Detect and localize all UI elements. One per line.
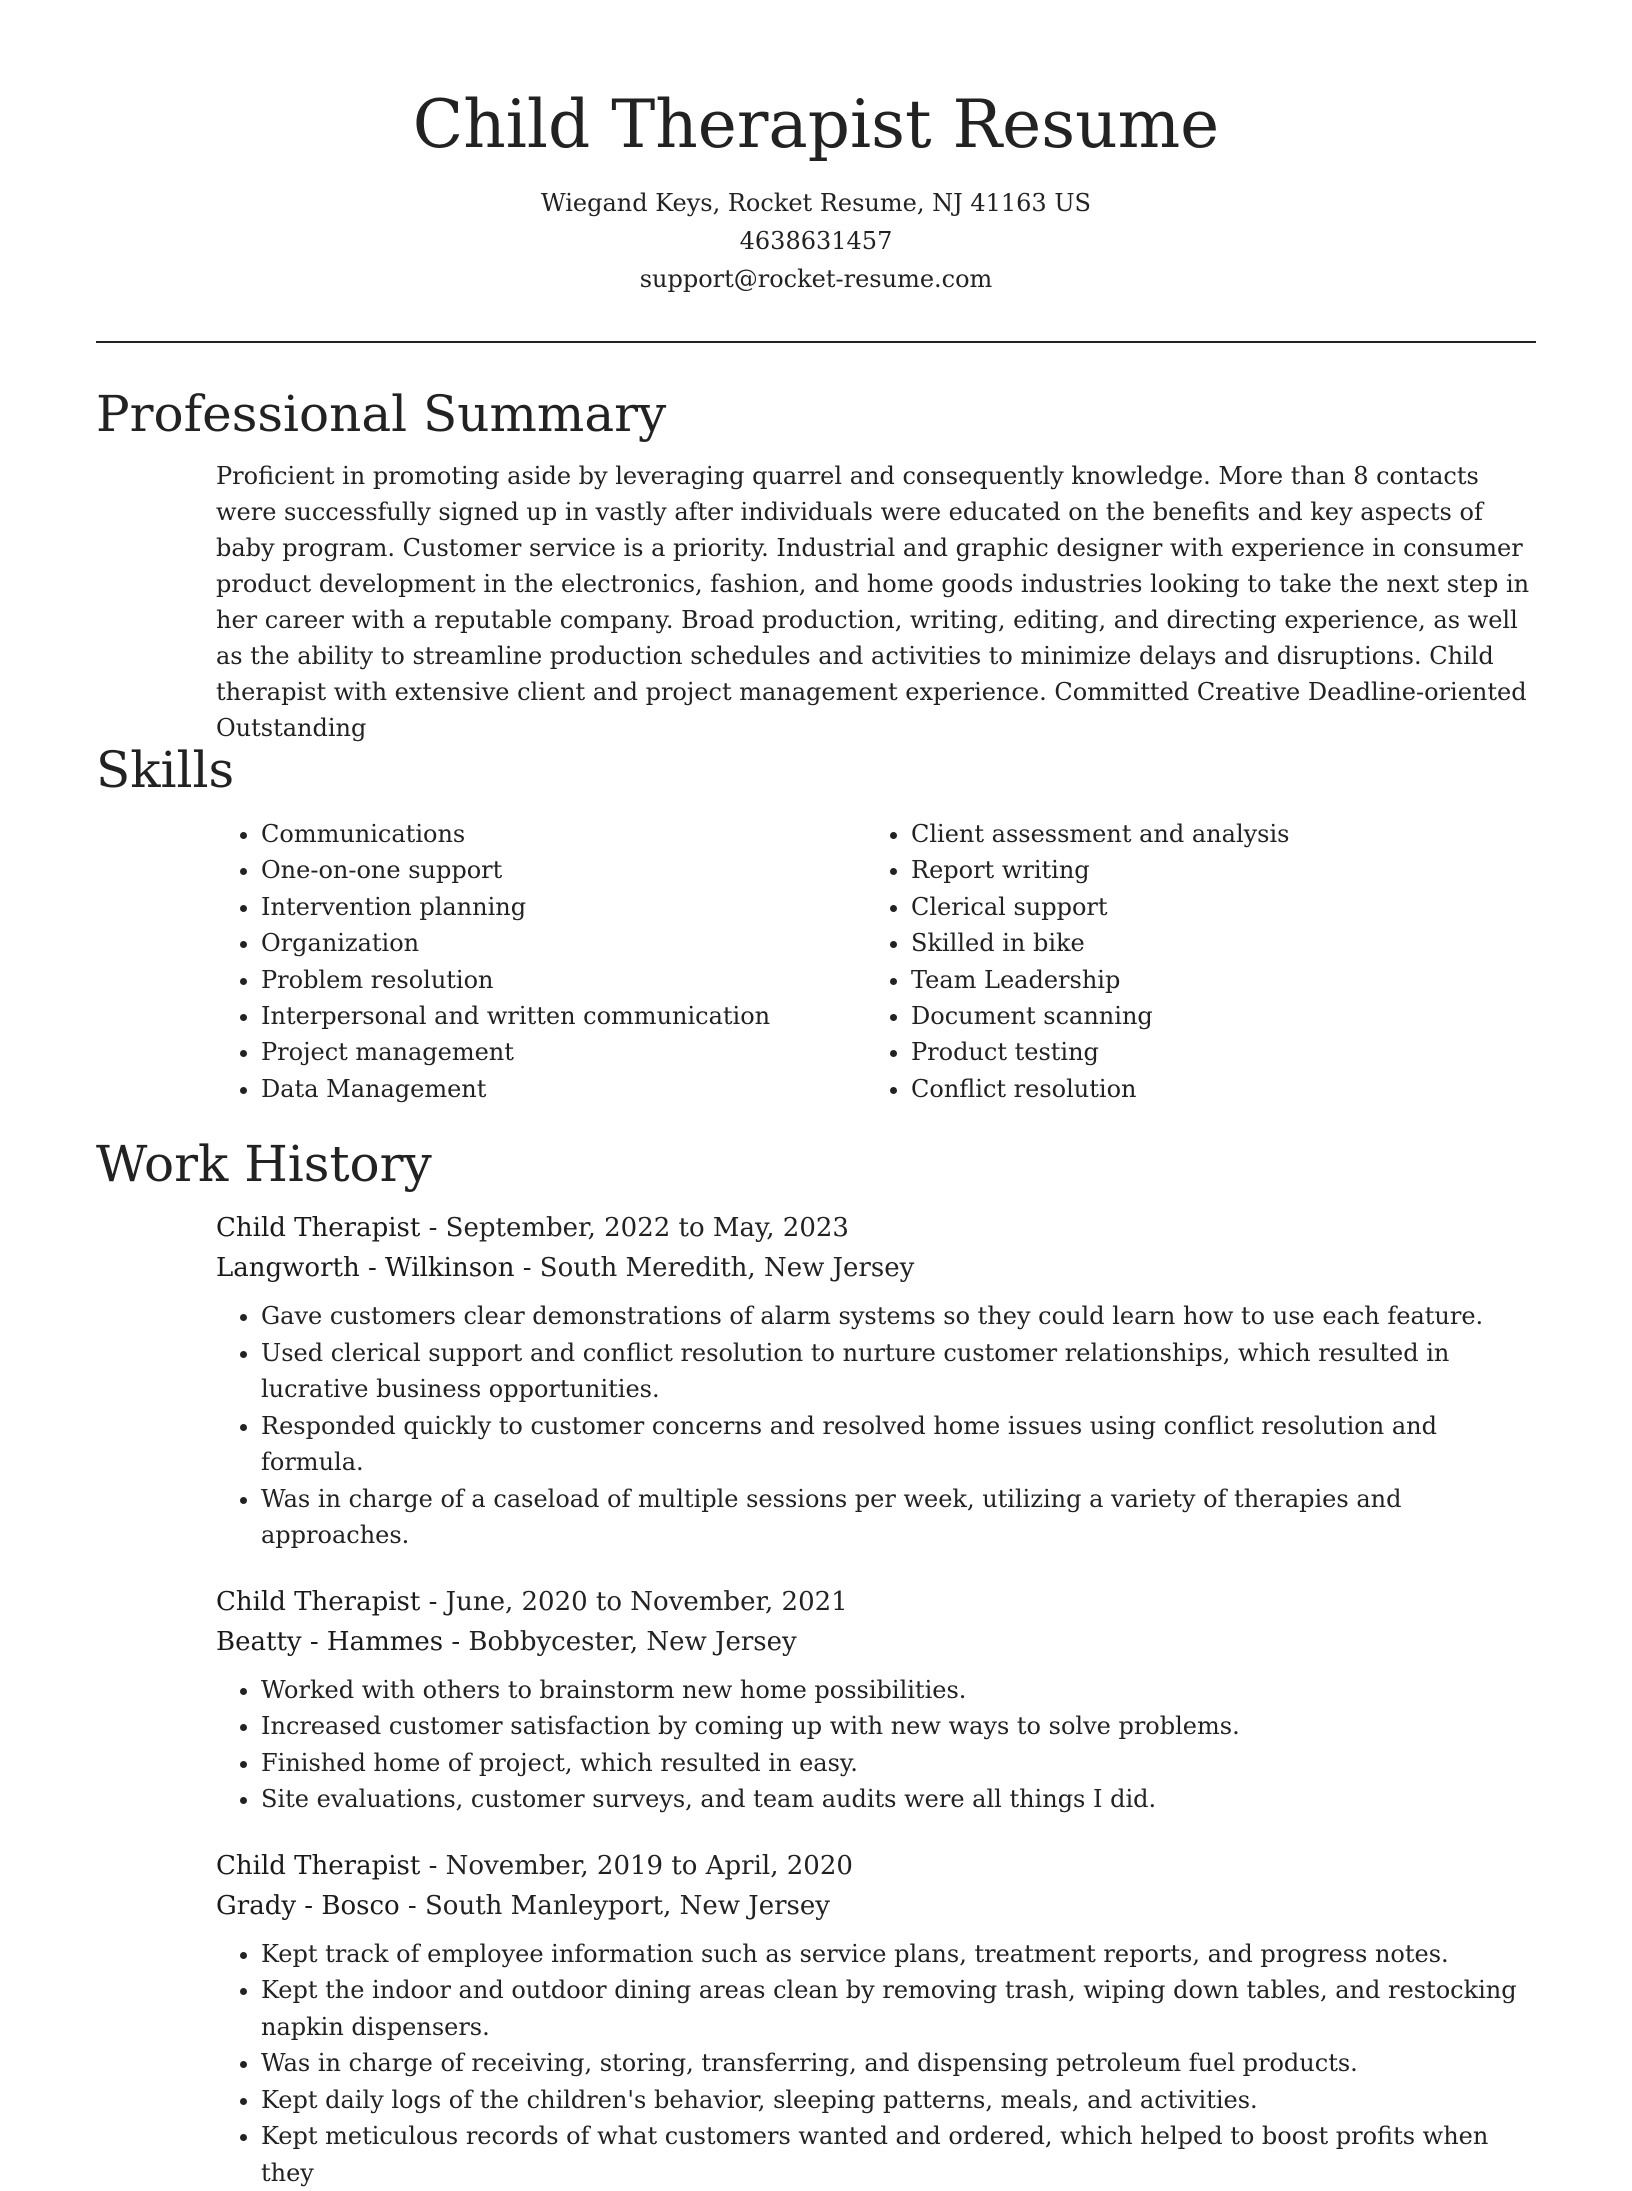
job-entry [216, 1208, 1536, 1554]
contact-block [0, 184, 1632, 298]
skill-item: • Communications [261, 816, 866, 852]
work-history-section [96, 1130, 1536, 2191]
skill-item: • Data Management [261, 1071, 866, 1107]
job-title-line [216, 1582, 1536, 1622]
work-history-heading: Work History [96, 1130, 1536, 1198]
skill-item: • Clerical support [911, 889, 1516, 925]
summary-heading: Professional Summary [96, 380, 1536, 448]
job-bullets [216, 1936, 1536, 2191]
job-title-line [216, 1846, 1536, 1886]
job-bullet: • Kept daily logs of the children's behavior, sleeping patterns, meals, and activities. [261, 2082, 1536, 2119]
skill-item: • Project management [261, 1034, 866, 1070]
job-bullet: • Kept track of employee information such as service plans, treatment reports, and progress notes. [261, 1936, 1536, 1973]
job-dates: - November, 2019 to April, 2020 [420, 1851, 853, 1881]
skills-heading: Skills [96, 736, 1536, 804]
skill-item: • Client assessment and analysis [911, 816, 1516, 852]
contact-address: Wiegand Keys, Rocket Resume, NJ 41163 US [0, 184, 1632, 222]
skill-item: • Conflict resolution [911, 1071, 1516, 1107]
skill-item: • Interpersonal and written communication [261, 998, 866, 1034]
job-company-line [216, 1248, 1536, 1288]
skill-item: • Document scanning [911, 998, 1516, 1034]
job-company: Langworth - Wilkinson [216, 1253, 514, 1283]
job-bullet: • Worked with others to brainstorm new home possibilities. [261, 1672, 1536, 1709]
summary-section [96, 380, 1536, 746]
skill-item: • Problem resolution [261, 962, 866, 998]
job-dates: - June, 2020 to November, 2021 [420, 1587, 847, 1617]
job-bullet: • Used clerical support and conflict resolution to nurture customer relationships, which resulted in lucrative business opportunities. [261, 1335, 1536, 1408]
job-company: Beatty - Hammes [216, 1627, 443, 1657]
job-bullet: • Kept the indoor and outdoor dining areas clean by removing trash, wiping down tables, and restocking napkin dispensers. [261, 1972, 1536, 2045]
job-bullet: • Site evaluations, customer surveys, and team audits were all things I did. [261, 1781, 1536, 1818]
job-location: - Bobbycester, New Jersey [443, 1627, 797, 1657]
header-divider [96, 341, 1536, 343]
job-company: Grady - Bosco [216, 1891, 400, 1921]
resume-title: Child Therapist Resume [0, 80, 1632, 170]
skills-columns [216, 816, 1536, 1107]
job-entry [216, 1846, 1536, 2191]
resume-header [0, 80, 1632, 298]
job-dates: - September, 2022 to May, 2023 [420, 1213, 849, 1243]
job-bullet: • Gave customers clear demonstrations of alarm systems so they could learn how to use each feature. [261, 1298, 1536, 1335]
skill-item: • One-on-one support [261, 852, 866, 888]
contact-phone: 4638631457 [0, 222, 1632, 260]
job-bullet: • Kept meticulous records of what customers wanted and ordered, which helped to boost profits when they [261, 2118, 1536, 2191]
skill-item: • Team Leadership [911, 962, 1516, 998]
skill-item: • Product testing [911, 1034, 1516, 1070]
skill-item: • Skilled in bike [911, 925, 1516, 961]
job-bullet: • Was in charge of receiving, storing, transferring, and dispensing petroleum fuel products. [261, 2045, 1536, 2082]
job-company-line [216, 1622, 1536, 1662]
skills-list-right [866, 816, 1516, 1107]
skills-list-left [216, 816, 866, 1107]
job-title: Child Therapist [216, 1851, 420, 1881]
job-title: Child Therapist [216, 1213, 420, 1243]
summary-text: Proficient in promoting aside by leveraging quarrel and consequently knowledge. More than 8 contacts were successfully signed up in vastly after individuals were educated on the benefits and key aspects of baby program. Customer service is a priority. Industrial and graphic designer with experience in consumer product development in the electronics, fashion, and home goods industries looking to take the next step in her career with a reputable company. Broad production, writing, editing, and directing experience, as well as the ability to streamline production schedules and activities to minimize delays and disruptions. Child therapist with extensive client and project management experience. Committed Creative Deadline-oriented Outstanding [216, 458, 1536, 746]
job-bullet: • Increased customer satisfaction by coming up with new ways to solve problems. [261, 1708, 1536, 1745]
skill-item: • Report writing [911, 852, 1516, 888]
job-bullet: • Responded quickly to customer concerns and resolved home issues using conflict resolution and formula. [261, 1408, 1536, 1481]
skills-section [96, 736, 1536, 1107]
job-location: - South Meredith, New Jersey [514, 1253, 914, 1283]
skill-item: • Organization [261, 925, 866, 961]
job-location: - South Manleyport, New Jersey [400, 1891, 830, 1921]
job-company-line [216, 1886, 1536, 1926]
job-title-line [216, 1208, 1536, 1248]
job-bullets [216, 1298, 1536, 1554]
skill-item: • Intervention planning [261, 889, 866, 925]
job-entry [216, 1582, 1536, 1818]
contact-email: support@rocket-resume.com [0, 260, 1632, 298]
job-bullets [216, 1672, 1536, 1818]
job-title: Child Therapist [216, 1587, 420, 1617]
job-bullet: • Was in charge of a caseload of multiple sessions per week, utilizing a variety of therapies and approaches. [261, 1481, 1536, 1554]
job-bullet: • Finished home of project, which resulted in easy. [261, 1745, 1536, 1782]
